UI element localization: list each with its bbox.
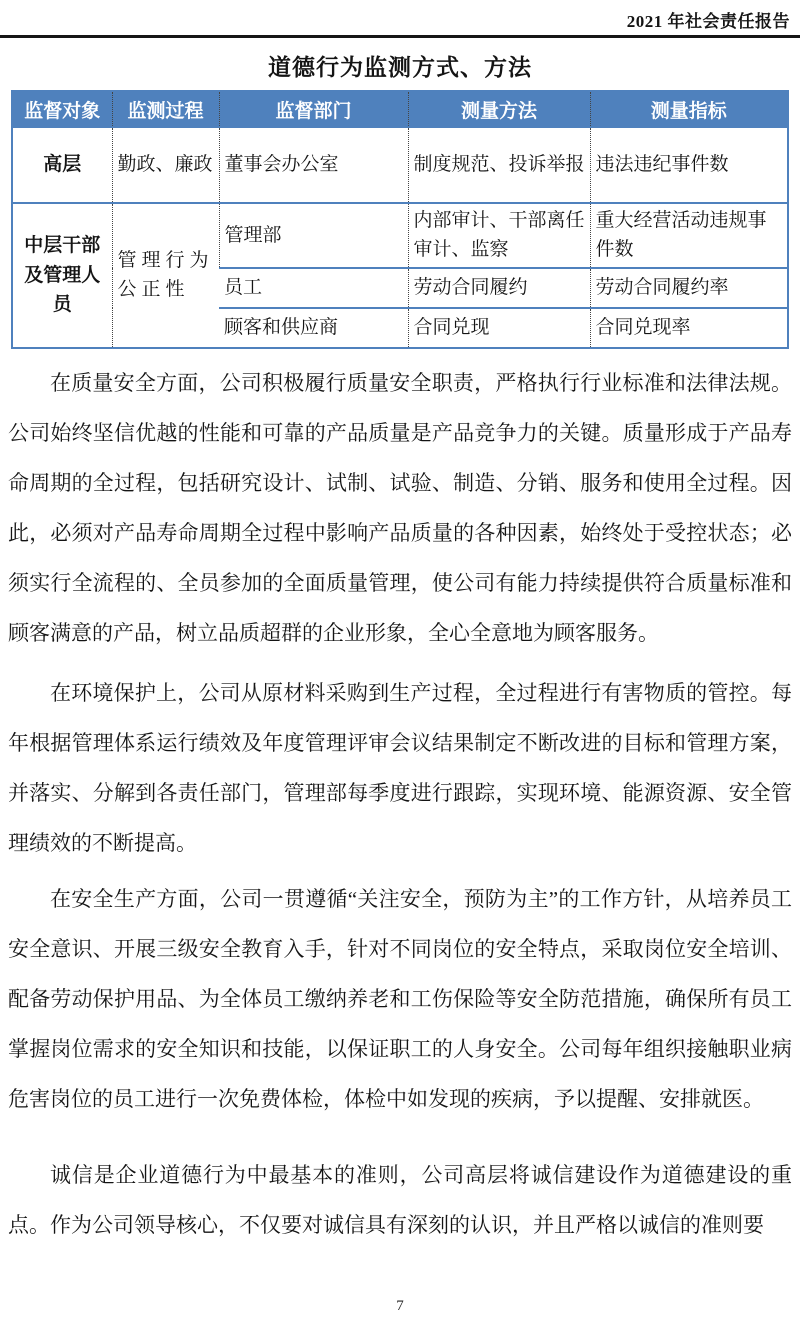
cell-employee-dept: 员工 bbox=[219, 268, 408, 308]
cell-employee-method: 劳动合同履约 bbox=[408, 268, 590, 308]
cell-customer-metric: 合同兑现率 bbox=[590, 308, 788, 348]
cell-senior-method: 制度规范、投诉举报 bbox=[408, 127, 590, 203]
paragraph-environment: 在环境保护上，公司从原材料采购到生产过程，全过程进行有害物质的管控。每年根据管理体系运行绩效及年度管理评审会议结果制定不断改进的目标和管理方案，并落实、分解到各责任部门，管理部每季度进行跟踪，实现环境、能源资源、安全管理绩效的不断提高。 bbox=[8, 680, 792, 855]
table-row-middle-mgmt-dept bbox=[12, 203, 788, 268]
table-header-supervision-dept: 监督部门 bbox=[219, 91, 408, 127]
header-rule bbox=[0, 35, 800, 38]
cell-mgmt-method: 内部审计、干部离任审计、监察 bbox=[408, 203, 590, 268]
running-header-text: 2021 年社会责任报告 bbox=[626, 12, 790, 31]
cell-senior-metric: 违法违纪事件数 bbox=[590, 127, 788, 203]
table-header-supervision-target: 监督对象 bbox=[12, 91, 112, 127]
cell-mgmt-metric: 重大经营活动违规事件数 bbox=[590, 203, 788, 268]
running-header bbox=[0, 0, 800, 35]
page-number: 7 bbox=[396, 1298, 404, 1314]
page-title: 道德行为监测方式、方法 bbox=[268, 55, 532, 80]
cell-mgmt-dept: 管理部 bbox=[219, 203, 408, 268]
table-header-measurement-method: 测量方法 bbox=[408, 91, 590, 127]
table-header-monitoring-process: 监测过程 bbox=[112, 91, 219, 127]
paragraph-quality-safety: 在质量安全方面，公司积极履行质量安全职责，严格执行行业标准和法律法规。公司始终坚信优越的性能和可靠的产品质量是产品竞争力的关键。质量形成于产品寿命周期的全过程，包括研究设计、试制、试验、制造、分销、服务和使用全过程。因此，必须对产品寿命周期全过程中影响产品质量的各种因素，始终处于受控状态；必须实行全流程的、全员参加的全面质量管理，使公司有能力持续提供符合质量标准和顾客满意的产品，树立品质超群的企业形象，全心全意地为顾客服务。 bbox=[8, 370, 792, 645]
cell-senior-dept: 董事会办公室 bbox=[219, 127, 408, 203]
table-header-measurement-indicator: 测量指标 bbox=[590, 91, 788, 127]
cell-senior-target: 高层 bbox=[12, 127, 112, 203]
cell-customer-method: 合同兑现 bbox=[408, 308, 590, 348]
table-row-senior bbox=[12, 127, 788, 203]
cell-employee-metric: 劳动合同履约率 bbox=[590, 268, 788, 308]
table-header-row bbox=[12, 91, 788, 127]
paragraph-production-safety: 在安全生产方面，公司一贯遵循“关注安全，预防为主”的工作方针，从培养员工安全意识、开展三级安全教育入手，针对不同岗位的安全特点，采取岗位安全培训、配备劳动保护用品、为全体员工缴纳养老和工伤保险等安全防范措施，确保所有员工掌握岗位需求的安全知识和技能，以保证职工的人身安全。公司每年组织接触职业病危害岗位的员工进行一次免费体检，体检中如发现的疾病，予以提醒、安排就医。 bbox=[8, 886, 792, 1111]
cell-middle-target: 中层干部及管理人员 bbox=[12, 203, 112, 348]
paragraph-integrity: 诚信是企业道德行为中最基本的准则，公司高层将诚信建设作为道德建设的重点。作为公司领导核心，不仅要对诚信具有深刻的认识，并且严格以诚信的准则要 bbox=[8, 1162, 792, 1237]
cell-customer-dept: 顾客和供应商 bbox=[219, 308, 408, 348]
ethics-monitoring-table bbox=[11, 90, 789, 349]
cell-senior-process: 勤政、廉政 bbox=[112, 127, 219, 203]
cell-middle-process: 管理行为公正性 bbox=[112, 203, 219, 348]
